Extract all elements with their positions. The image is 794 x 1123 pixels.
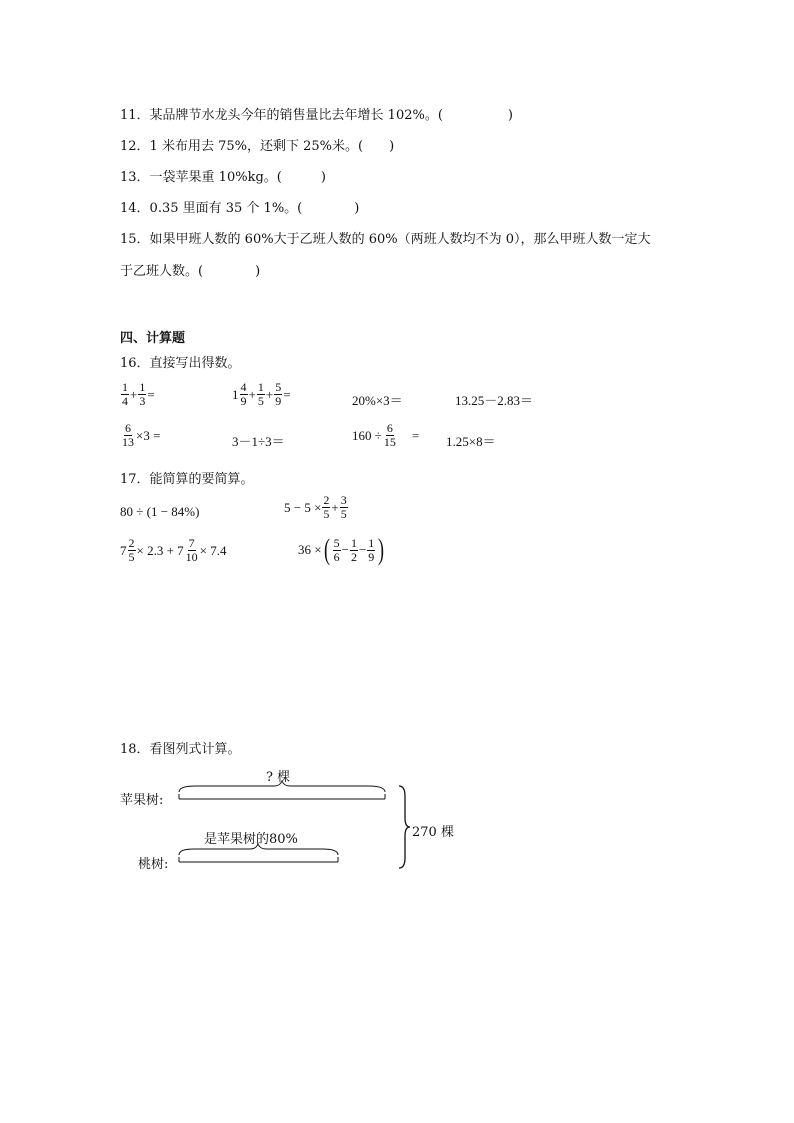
numerator: 5 <box>333 535 340 550</box>
q16-item-d: 13.25－2.83＝ <box>455 393 534 408</box>
fraction <box>333 537 341 564</box>
fraction <box>257 381 265 408</box>
expression-head: 160 ÷ <box>352 427 382 443</box>
question-12: 12．1 米布用去 75%，还剩下 25%米。( ) <box>120 139 395 154</box>
right-brace-icon <box>396 784 412 870</box>
fraction <box>367 537 375 564</box>
percent-label: 是苹果树的80% <box>204 832 298 847</box>
numerator: 1 <box>139 380 146 394</box>
operator: − <box>341 542 349 557</box>
fraction <box>185 537 199 564</box>
operator: + <box>265 386 274 402</box>
expression-tail: × 7.4 <box>199 542 227 558</box>
question-18: 18．看图列式计算。 <box>120 742 241 757</box>
denominator: 15 <box>383 435 396 449</box>
question-15-line1: 15．如果甲班人数的 60%大于乙班人数的 60%（两班人数均不为 0），那么甲班人数一定大 <box>120 232 651 247</box>
denominator: 13 <box>122 435 134 449</box>
unknown-count-label: ? 棵 <box>266 770 291 785</box>
q17-item-c <box>120 537 227 564</box>
question-15-line2: 于乙班人数。( ) <box>120 264 261 279</box>
question-17: 17．能简算的要简算。 <box>120 472 254 487</box>
numerator: 6 <box>386 421 393 435</box>
whole-number: 7 <box>120 542 127 558</box>
expression-head: 36 × <box>298 542 322 557</box>
numerator: 5 <box>275 380 282 394</box>
apple-tree-label: 苹果树: <box>120 793 164 808</box>
equals: = <box>283 386 291 402</box>
numerator: 6 <box>125 421 131 435</box>
fraction <box>121 422 135 449</box>
q16-item-c: 20%×3＝ <box>352 393 403 408</box>
fraction <box>274 381 282 408</box>
fraction <box>240 381 248 408</box>
q16-item-h: 1.25×8＝ <box>446 434 496 449</box>
denominator: 4 <box>122 394 128 408</box>
numerator: 4 <box>240 380 247 394</box>
fraction <box>350 537 358 564</box>
numerator: 7 <box>188 536 195 550</box>
whole-number: 1 <box>232 386 239 402</box>
expression-head: 5 − 5 × <box>284 499 322 515</box>
equals: = <box>147 386 155 402</box>
q16-item-e <box>120 422 160 449</box>
question-14: 14．0.35 里面有 35 个 1%。( ) <box>120 201 360 216</box>
numerator: 2 <box>323 493 330 507</box>
section-heading: 四、计算题 <box>120 331 186 346</box>
q16-item-f: 3－1÷3＝ <box>232 434 285 449</box>
fraction <box>340 494 348 521</box>
numerator: 1 <box>368 535 375 550</box>
denominator: 5 <box>128 550 135 564</box>
expression-middle: × 2.3 + 7 <box>136 542 184 558</box>
q17-item-a: 80 ÷ (1 − 84%) <box>120 504 200 519</box>
fraction <box>128 537 136 564</box>
operator: + <box>331 499 339 515</box>
question-11: 11．某品牌节水龙头今年的销售量比去年增长 102%。( ) <box>120 108 513 123</box>
denominator: 5 <box>257 394 264 408</box>
question-16: 16．直接写出得数。 <box>120 356 241 371</box>
q16-item-a <box>120 381 155 408</box>
q17-item-d <box>298 535 386 565</box>
numerator: 1 <box>350 535 357 550</box>
denominator: 2 <box>350 549 357 564</box>
fraction <box>383 422 397 449</box>
numerator: 1 <box>257 380 264 394</box>
fraction <box>322 494 330 521</box>
denominator: 5 <box>323 507 330 521</box>
denominator: 9 <box>368 549 375 564</box>
operator: + <box>248 386 256 402</box>
total-label: 270 棵 <box>412 825 454 840</box>
left-paren: ( <box>323 533 330 566</box>
denominator: 3 <box>139 394 146 408</box>
denominator: 9 <box>240 394 247 408</box>
question-13: 13．一袋苹果重 10%kg。( ) <box>120 170 326 185</box>
peach-brace-icon <box>176 843 344 865</box>
operator: + <box>130 386 138 402</box>
denominator: 10 <box>185 550 198 564</box>
numerator: 1 <box>122 380 128 394</box>
operator: − <box>358 542 367 557</box>
expression-tail: ×3 = <box>136 427 161 443</box>
fraction <box>121 381 129 408</box>
denominator: 9 <box>275 394 282 408</box>
denominator: 5 <box>340 507 347 521</box>
numerator: 3 <box>340 493 347 507</box>
denominator: 6 <box>333 549 340 564</box>
apple-brace-icon <box>176 780 391 802</box>
right-paren: ) <box>378 533 385 566</box>
fraction <box>138 381 146 408</box>
peach-tree-label: 桃树: <box>138 857 169 872</box>
equals: = <box>411 427 420 443</box>
numerator: 2 <box>128 536 135 550</box>
q16-item-g <box>352 422 419 449</box>
q16-item-b <box>232 381 291 408</box>
q17-item-b <box>284 494 349 521</box>
